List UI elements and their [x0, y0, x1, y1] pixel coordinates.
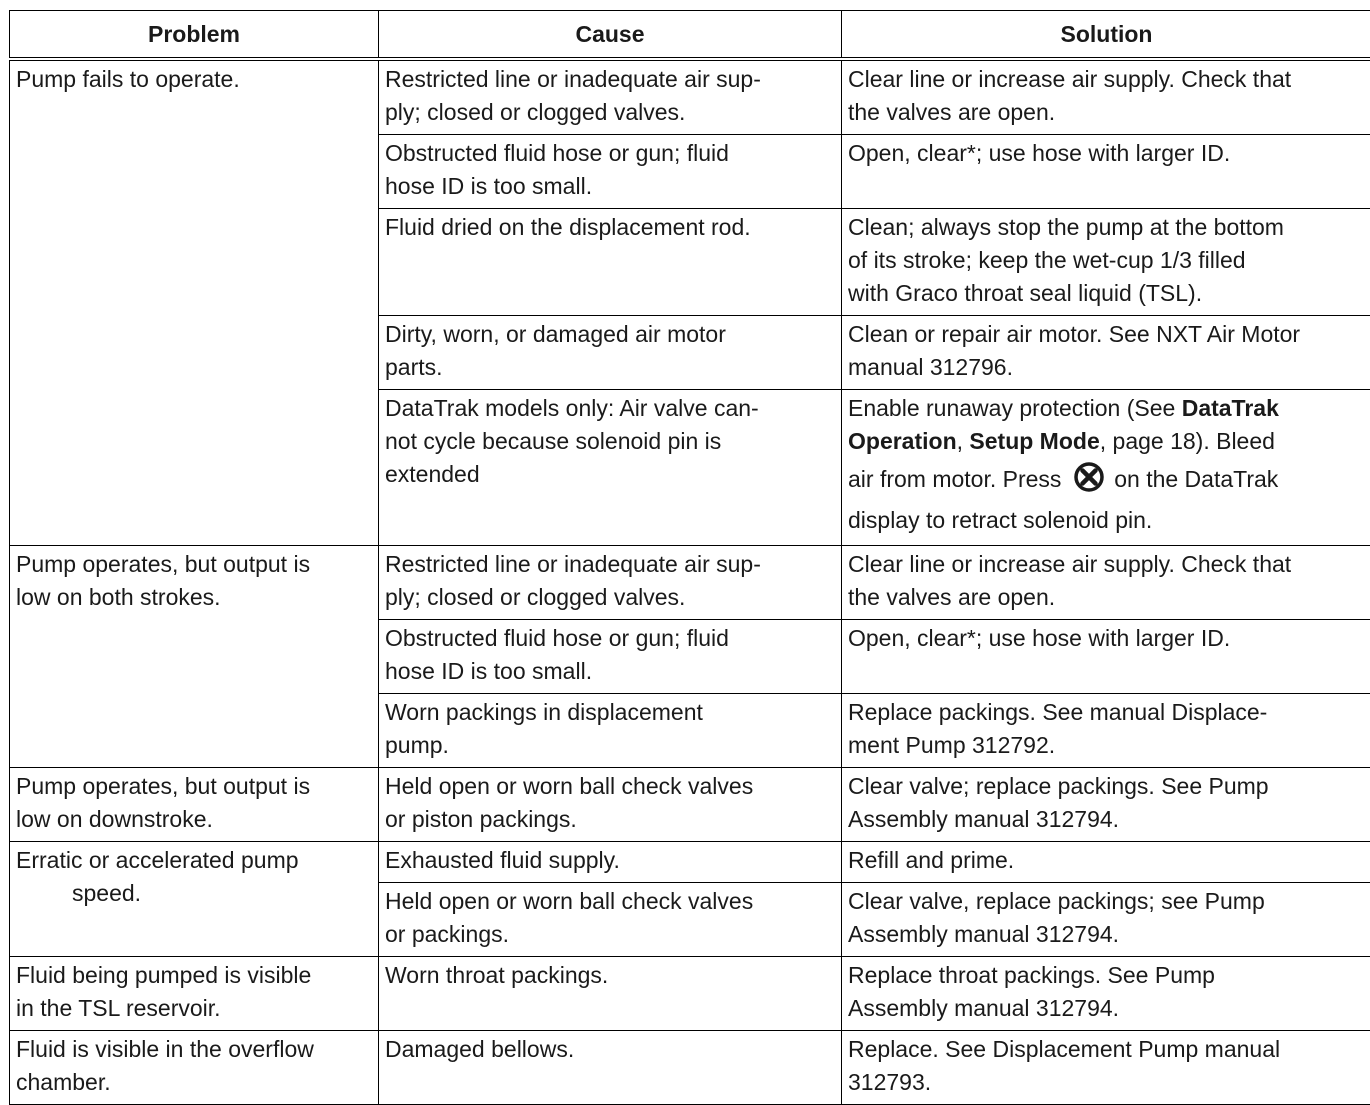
solution-cell: Clear valve; replace packings. See Pump Assembly manual 312794. [842, 768, 1370, 842]
datatrak-link-text: DataTrak [1182, 395, 1279, 421]
solution-cell: Replace. See Displacement Pump manual 312793. [842, 1031, 1370, 1105]
table-row [10, 59, 1370, 135]
cause-cell: Restricted line or inadequate air sup- ply; closed or clogged valves. [379, 59, 842, 135]
problem-cell [10, 957, 379, 1031]
setup-mode-link-text: Setup Mode [969, 428, 1099, 454]
cause-cell: Obstructed fluid hose or gun; fluid hose ID is too small. [379, 135, 842, 209]
solution-cell: Clear line or increase air supply. Check that the valves are open. [842, 546, 1370, 620]
problem-text: Fluid being pumped is visible in the TSL reservoir. [16, 959, 375, 1025]
solution-text: Enable runaway protection (See [848, 395, 1182, 421]
problem-text: Pump fails to operate. [16, 63, 375, 96]
solution-text: on the DataTrak [1108, 466, 1278, 492]
solution-cell: Refill and prime. [842, 842, 1370, 883]
cause-cell: Dirty, worn, or damaged air motor parts. [379, 316, 842, 390]
problem-column-header: Problem [10, 11, 379, 60]
problem-text: Pump operates, but output is low on downstroke. [16, 770, 375, 836]
problem-text: speed. [16, 877, 141, 910]
solution-cell [842, 390, 1370, 546]
problem-cell [10, 768, 379, 842]
table-row [10, 768, 1370, 842]
table-header-row [10, 11, 1370, 60]
problem-cell [10, 546, 379, 768]
troubleshooting-table [9, 10, 1370, 1105]
solution-text: , [957, 428, 970, 454]
cause-cell: Held open or worn ball check valves or packings. [379, 883, 842, 957]
solution-cell: Replace packings. See manual Displace- ment Pump 312792. [842, 694, 1370, 768]
cause-cell: DataTrak models only: Air valve can- not cycle because solenoid pin is extended [379, 390, 842, 546]
problem-cell [10, 59, 379, 546]
cause-column-header: Cause [379, 11, 842, 60]
solution-cell: Clear valve, replace packings; see Pump Assembly manual 312794. [842, 883, 1370, 957]
problem-text: Erratic or accelerated pump [16, 847, 299, 873]
problem-cell [10, 842, 379, 957]
solution-column-header: Solution [842, 11, 1370, 60]
datatrak-cancel-icon [1074, 462, 1104, 492]
solution-text: , page 18). Bleed [1100, 428, 1275, 454]
solution-text: display to retract solenoid pin. [848, 500, 1152, 540]
solution-cell: Replace throat packings. See Pump Assembly manual 312794. [842, 957, 1370, 1031]
problem-text: Fluid is visible in the overflow chamber. [16, 1033, 375, 1099]
table-row [10, 842, 1370, 883]
solution-text: air from motor. Press [848, 466, 1068, 492]
table-row [10, 546, 1370, 620]
table-row [10, 1031, 1370, 1105]
solution-cell: Clear line or increase air supply. Check that the valves are open. [842, 59, 1370, 135]
problem-text: Pump operates, but output is low on both strokes. [16, 548, 375, 614]
cause-cell: Worn throat packings. [379, 957, 842, 1031]
cause-cell: Exhausted fluid supply. [379, 842, 842, 883]
solution-cell: Clean or repair air motor. See NXT Air Motor manual 312796. [842, 316, 1370, 390]
cause-cell: Damaged bellows. [379, 1031, 842, 1105]
solution-cell: Open, clear*; use hose with larger ID. [842, 620, 1370, 694]
operation-link-text: Operation [848, 428, 957, 454]
cause-cell: Worn packings in displacement pump. [379, 694, 842, 768]
cause-cell: Restricted line or inadequate air sup- ply; closed or clogged valves. [379, 546, 842, 620]
table-row [10, 957, 1370, 1031]
cause-cell: Fluid dried on the displacement rod. [379, 209, 842, 316]
problem-cell [10, 1031, 379, 1105]
cause-cell: Held open or worn ball check valves or piston packings. [379, 768, 842, 842]
cause-cell: Obstructed fluid hose or gun; fluid hose ID is too small. [379, 620, 842, 694]
solution-cell: Open, clear*; use hose with larger ID. [842, 135, 1370, 209]
solution-cell: Clean; always stop the pump at the bottom of its stroke; keep the wet-cup 1/3 filled with Graco throat seal liquid (TSL). [842, 209, 1370, 316]
